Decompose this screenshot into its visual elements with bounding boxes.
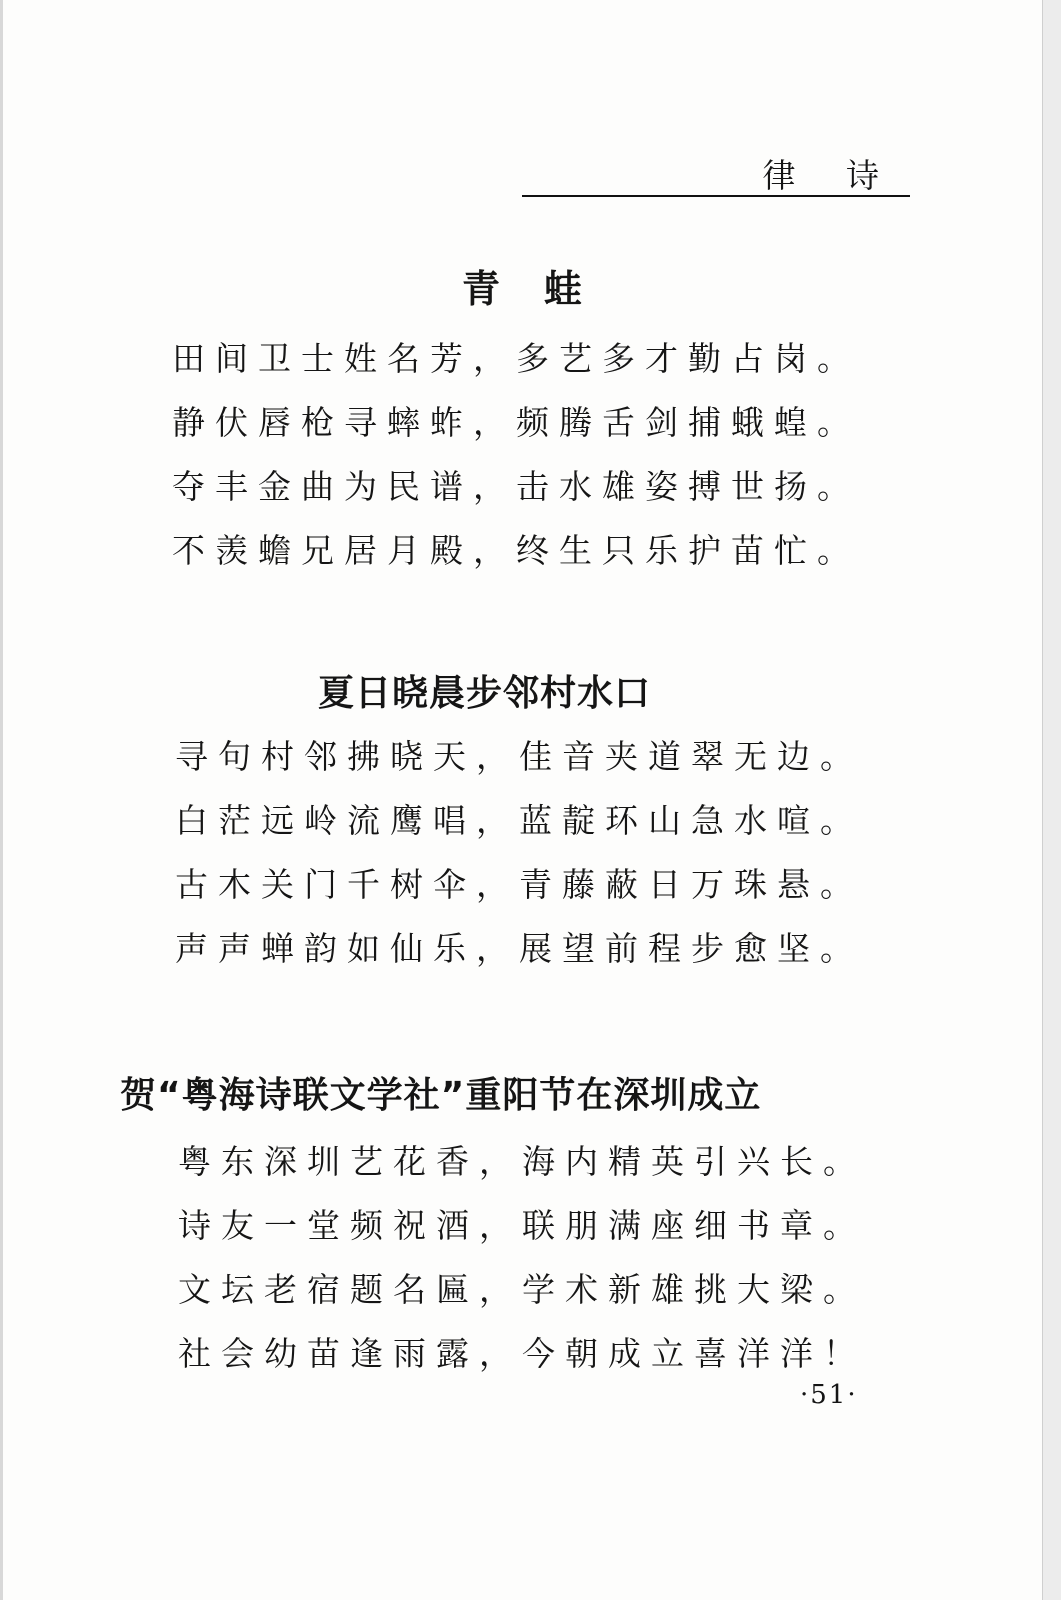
poem-line: 寻句村邻拂晓天，佳音夹道翠无边。 (175, 737, 863, 776)
header-rule (522, 195, 910, 197)
poem-title: 青蛙 (461, 267, 626, 311)
page-right-edge (1042, 0, 1061, 1600)
poem-line: 静伏唇枪寻蟀蚱，频腾舌剑捕蛾蝗。 (172, 403, 860, 442)
poem-line: 文坛老宿题名匾，学术新雄挑大梁。 (178, 1270, 866, 1309)
poem-title: 贺“粤海诗联文学社”重阳节在深圳成立 (120, 1075, 762, 1116)
poem-line: 粤东深圳艺花香，海内精英引兴长。 (178, 1142, 866, 1181)
poem-title: 夏日晓晨步邻村水口 (318, 673, 652, 714)
poem-line: 田间卫士姓名芳，多艺多才勤占岗。 (172, 339, 860, 378)
poem-line: 诗友一堂频祝酒，联朋满座细书章。 (178, 1206, 866, 1245)
poem-line: 古木关门千树伞，青藤蔽日万珠悬。 (175, 865, 863, 904)
poem-line: 声声蝉韵如仙乐，展望前程步愈坚。 (175, 929, 863, 968)
running-header: 律 诗 (762, 156, 899, 195)
poem-line: 不羡蟾兄居月殿，终生只乐护苗忙。 (172, 531, 860, 570)
poem-line: 夺丰金曲为民谱，击水雄姿搏世扬。 (172, 467, 860, 506)
poem-line: 社会幼苗逢雨露，今朝成立喜洋洋！ (178, 1334, 866, 1373)
page-left-edge (0, 0, 3, 1600)
poem-line: 白茫远岭流鹰唱，蓝靛环山急水喧。 (175, 801, 863, 840)
page-number: ·51· (800, 1380, 858, 1410)
